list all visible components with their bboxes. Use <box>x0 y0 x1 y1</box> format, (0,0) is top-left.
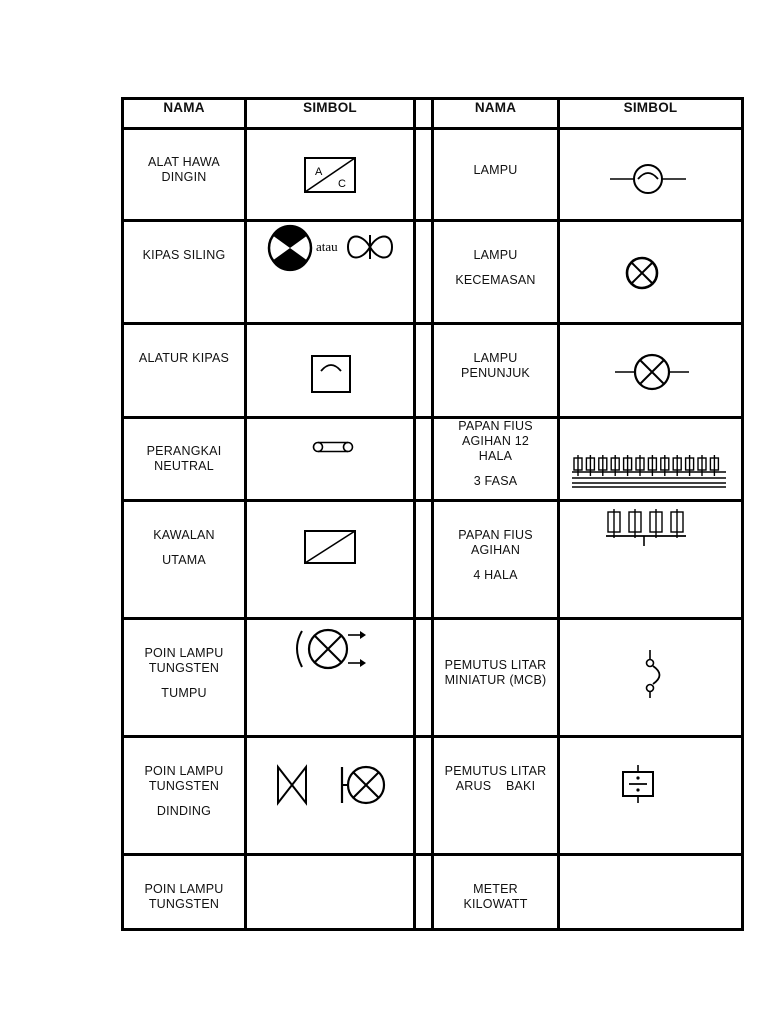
name-line: ARUS BAKI <box>455 779 536 793</box>
name-line: PAPAN FIUS <box>458 528 533 542</box>
name-line: ALAT HAWA <box>148 155 220 169</box>
name-poin-lampu-dinding <box>124 764 244 819</box>
column-divider <box>557 97 560 931</box>
header-simbol-left: SIMBOL <box>303 100 357 115</box>
wall-lamp-icon <box>272 763 398 807</box>
lamp-icon <box>608 164 690 194</box>
name-meter-kilowatt <box>434 882 557 912</box>
name-line: METER <box>473 882 518 896</box>
atau-label: atau <box>316 239 338 254</box>
name-kawalan-utama <box>124 528 244 568</box>
fuse-element <box>629 509 641 538</box>
header-simbol-right: SIMBOL <box>623 100 678 115</box>
name-line: PEMUTUS LITAR <box>444 764 547 778</box>
fuse-element <box>671 509 683 538</box>
name-line: AGIHAN <box>470 543 521 557</box>
fuse-element <box>599 455 607 476</box>
name-line: PEMUTUS LITAR <box>444 658 547 672</box>
fuse-board-4way-icon <box>604 508 688 548</box>
name-line: PERANGKAI <box>146 444 222 458</box>
name-line: DINGIN <box>161 170 207 184</box>
ac-label-c: C <box>338 178 346 190</box>
name-line: HALA <box>478 449 513 463</box>
fuse-element <box>611 455 619 476</box>
rccb-icon <box>620 764 656 804</box>
mcb-icon <box>640 648 670 700</box>
fuse-element <box>673 455 681 476</box>
name-line: KIPAS SILING <box>142 248 226 262</box>
name-lampu-kecemasan <box>434 248 557 288</box>
name-line: 3 FASA <box>473 474 518 488</box>
name-rccb <box>434 764 557 794</box>
name-line: TUNGSTEN <box>148 779 220 793</box>
name-line: TUNGSTEN <box>148 661 220 675</box>
indicator-lamp-icon <box>612 352 692 392</box>
neutral-link-icon <box>308 438 358 456</box>
fuse-element <box>624 455 632 476</box>
fuse-element <box>574 455 582 476</box>
name-perangkai-neutral <box>124 444 244 474</box>
fuse-element <box>648 455 656 476</box>
name-line: POIN LAMPU <box>144 882 224 896</box>
name-alatur-kipas <box>124 351 244 366</box>
name-line: KILOWATT <box>463 897 528 911</box>
header-nama-left: NAMA <box>163 100 205 115</box>
fuse-element <box>661 455 669 476</box>
name-line: 4 HALA <box>473 568 518 582</box>
name-kipas-siling <box>124 248 244 263</box>
name-line: PAPAN FIUS <box>458 419 533 433</box>
name-line: LAMPU <box>473 248 518 262</box>
air-conditioner-icon <box>300 155 364 197</box>
name-poin-lampu-tumpu <box>124 646 244 701</box>
name-papan-fius-4-hala <box>434 528 557 583</box>
main-switch-icon <box>302 528 360 566</box>
name-line: UTAMA <box>162 553 206 567</box>
name-poin-lampu-tungsten <box>124 882 244 912</box>
fuse-element <box>608 509 620 538</box>
name-line: LAMPU <box>473 163 518 177</box>
ac-label-a: A <box>315 166 323 178</box>
name-line: PENUNJUK <box>461 366 530 380</box>
name-line: KAWALAN <box>153 528 215 542</box>
fuse-element <box>686 455 694 476</box>
name-line: POIN LAMPU <box>144 646 224 660</box>
column-divider <box>431 97 434 931</box>
fuse-element <box>586 455 594 476</box>
column-divider <box>413 97 416 931</box>
name-lampu <box>434 163 557 178</box>
column-divider <box>244 97 247 931</box>
name-line: DINDING <box>156 804 212 818</box>
name-line: AGIHAN 12 <box>461 434 530 448</box>
name-line: KECEMASAN <box>455 273 536 287</box>
ceiling-fan-icon <box>266 225 400 273</box>
emergency-lamp-icon <box>622 254 662 292</box>
fuse-element <box>698 455 706 476</box>
name-line: LAMPU <box>473 351 518 365</box>
fuse-board-12way-icon <box>570 450 728 490</box>
name-line: ALATUR KIPAS <box>138 351 230 365</box>
name-lampu-penunjuk <box>434 351 557 381</box>
fan-regulator-icon <box>308 353 354 395</box>
name-line: POIN LAMPU <box>144 764 224 778</box>
name-mcb <box>434 658 557 688</box>
header-nama-right: NAMA <box>474 100 517 115</box>
spot-lamp-icon <box>290 625 372 673</box>
name-line: NEUTRAL <box>154 459 214 473</box>
fuse-element <box>636 455 644 476</box>
fuse-element <box>650 509 662 538</box>
name-line: TUMPU <box>161 686 207 700</box>
name-line: MINIATUR (MCB) <box>444 673 547 687</box>
fuse-element <box>710 455 718 476</box>
name-papan-fius-12-hala <box>434 419 557 489</box>
name-line: TUNGSTEN <box>148 897 220 911</box>
name-alat-hawa-dingin <box>124 155 244 185</box>
